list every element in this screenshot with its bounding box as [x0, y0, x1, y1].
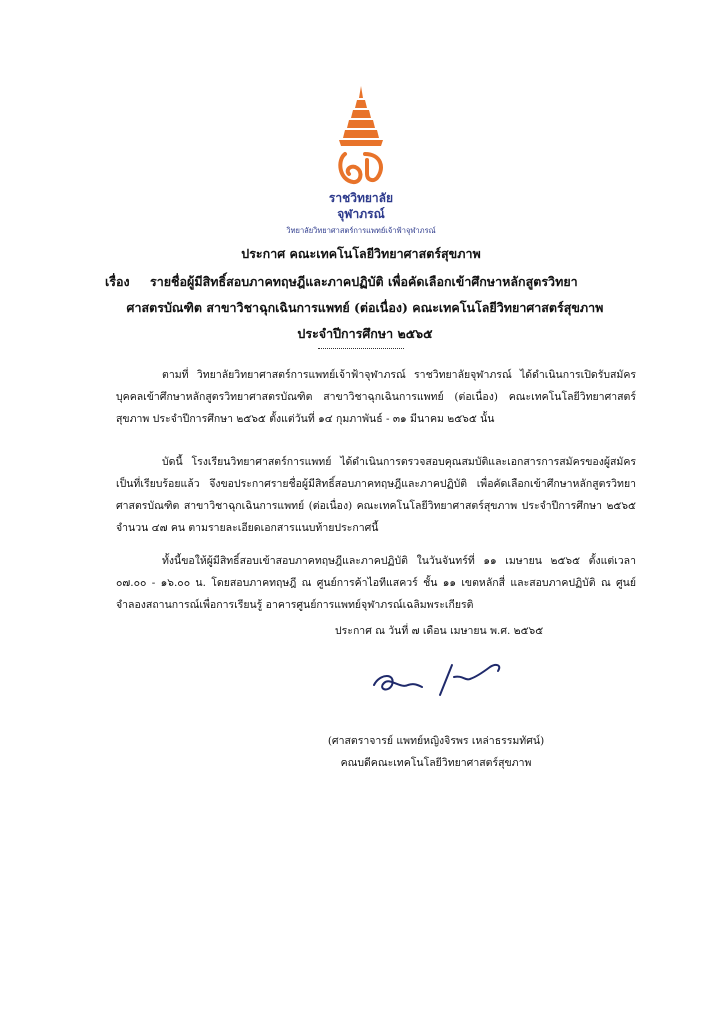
subject-line2: ศาสตรบัณฑิต สาขาวิชาฉุกเฉินการแพทย์ (ต่อเนื่อง) คณะเทคโนโลยีวิทยาศาสตร์สุขภาพ [126, 300, 604, 315]
document-title: ประกาศ คณะเทคโนโลยีวิทยาศาสตร์สุขภาพ [241, 246, 481, 261]
signer-name: (ศาสตราจารย์ แพทย์หญิงจิรพร เหล่าธรรมทัศน์) [327, 735, 545, 747]
title-divider [318, 348, 404, 349]
crown-monogram-logo-icon [331, 84, 391, 194]
paragraph-3: ทั้งนี้ขอให้ผู้มีสิทธิ์สอบเข้าสอบภาคทฤษฎีและภาคปฏิบัติ ในวันจันทร์ที่ ๑๑ เมษายน ๒๕๖๕ ตั้งแต่เวลา ๐๗.๐๐ - ๑๖.๐๐ น. โดยสอบภาคทฤษฎี ณ ศูนย์การค้าไอทีแสควร์ ชั้น ๑๑ เขตหลักสี่ และสอบภาคปฏิบัติ ณ ศูนย์จำลองสถานการณ์เพื่อการเรียนรู้ อาคารศูนย์การแพทย์จุฬาภรณ์เฉลิมพระเกียรติ [116, 555, 636, 611]
signer-position: คณบดีคณะเทคโนโลยีวิทยาศาสตร์สุขภาพ [340, 757, 532, 769]
institution-name-line3: วิทยาลัยวิทยาศาสตร์การแพทย์เจ้าฟ้าจุฬาภรณ์ [286, 226, 436, 235]
subject-line1: รายชื่อผู้มีสิทธิ์สอบภาคทฤษฎีและภาคปฏิบัติ เพื่อคัดเลือกเข้าศึกษาหลักสูตรวิทยา [150, 274, 578, 289]
subject-line3: ประจำปีการศึกษา ๒๕๖๕ [297, 326, 433, 341]
institution-name-line2: จุฬาภรณ์ [337, 207, 385, 221]
institution-name-line1: ราชวิทยาลัย [328, 191, 394, 205]
subject-label: เรื่อง [105, 274, 130, 289]
paragraph-1: ตามที่ วิทยาลัยวิทยาศาสตร์การแพทย์เจ้าฟ้าจุฬาภรณ์ ราชวิทยาลัยจุฬาภรณ์ ได้ดำเนินการเปิดรับสมัครบุคคลเข้าศึกษาหลักสูตรวิทยาศาสตรบัณฑิต สาขาวิชาฉุกเฉินการแพทย์ (ต่อเนื่อง) คณะเทคโนโลยีวิทยาศาสตร์สุขภาพ ประจำปีการศึกษา ๒๕๖๕ ตั้งแต่วันที่ ๑๔ กุมภาพันธ์ - ๓๑ มีนาคม ๒๕๖๕ นั้น [116, 369, 636, 425]
handwritten-signature [370, 655, 510, 705]
announcement-date: ประกาศ ณ วันที่ ๗ เดือน เมษายน พ.ศ. ๒๕๖๕ [335, 625, 544, 637]
paragraph-2: บัดนี้ โรงเรียนวิทยาศาสตร์การแพทย์ ได้ดำเนินการตรวจสอบคุณสมบัติและเอกสารการสมัครของผู้สมัครเป็นที่เรียบร้อยแล้ว จึงขอประกาศรายชื่อผู้มีสิทธิ์สอบภาคทฤษฎีและภาคปฏิบัติ เพื่อคัดเลือกเข้าศึกษาหลักสูตรวิทยาศาสตรบัณฑิต สาขาวิชาฉุกเฉินการแพทย์ (ต่อเนื่อง) คณะเทคโนโลยีวิทยาศาสตร์สุขภาพ ประจำปีการศึกษา ๒๕๖๕ จำนวน ๔๗ คน ตามรายละเอียดเอกสารแนบท้ายประกาศนี้ [116, 456, 636, 534]
